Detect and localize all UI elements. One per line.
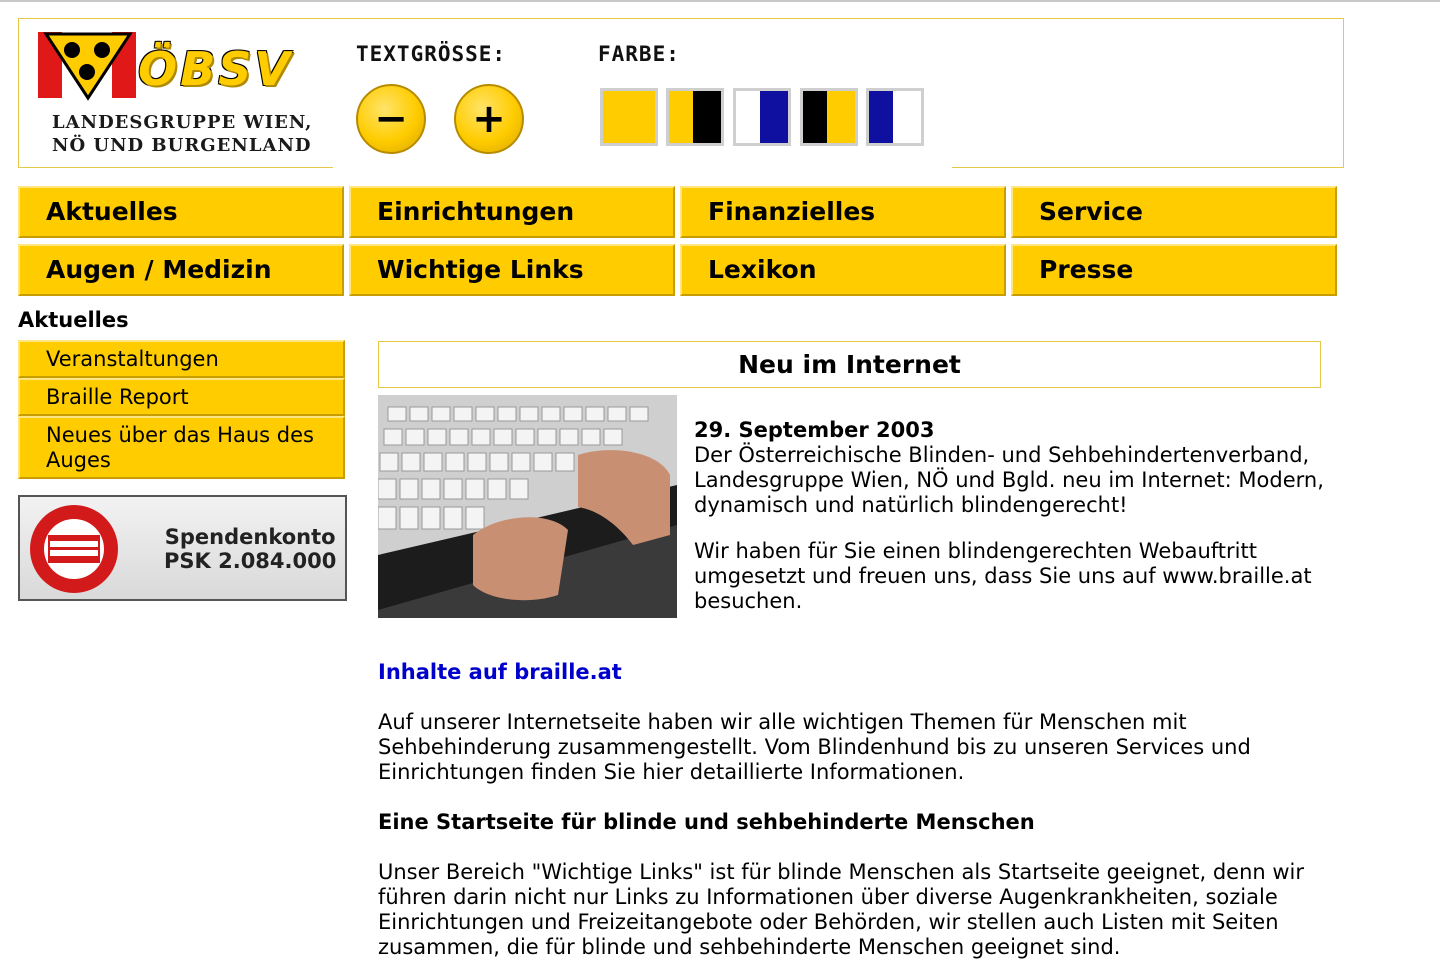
color-swatch-yellow[interactable]: [600, 88, 658, 146]
intro-text-1: Der Österreichische Blinden- und Sehbehindertenverband, Landesgruppe Wien, NÖ und Bgld. neu im Internet: Modern, dynamisch und natürlich blindengerecht!: [694, 443, 1324, 517]
content-subheading: Eine Startseite für blinde und sehbehinderte Menschen: [378, 810, 1035, 834]
news-date: 29. September 2003: [694, 418, 935, 442]
nav-item-finanzielles[interactable]: Finanzielles: [680, 186, 1006, 238]
braille-keyboard-photo: [378, 395, 677, 618]
content-paragraph-2: Unser Bereich "Wichtige Links" ist für blinde Menschen als Startseite geeignet, denn wir führen darin nicht nur Links zu Informationen über diverse Augenkrankheiten, soziale Einrichtungen und Freizeitangebote oder Behörden, wir stellen auch Listen mit Seiten zusammen, die für blinde und sehbehinderte Menschen geeignet sind.: [378, 860, 1305, 959]
content-paragraph-1: Auf unserer Internetseite haben wir alle wichtigen Themen für Menschen mit Sehbehinderung zusammengestellt. Vom Blindenhund bis zu unseren Services und Einrichtungen finden Sie hier detaillierte Informationen.: [378, 710, 1251, 784]
top-border: [0, 0, 1440, 2]
intro-paragraph-1: [694, 418, 1344, 518]
logo[interactable]: [38, 28, 313, 160]
nav-item-einrichtungen[interactable]: Einrichtungen: [349, 186, 675, 238]
sidebar-item-braille-report[interactable]: Braille Report: [18, 378, 345, 416]
intro-paragraph-2: Wir haben für Sie einen blindengerechten Webauftritt umgesetzt und freuen uns, dass Sie uns auf www.braille.at besuchen.: [694, 539, 1312, 613]
donation-banner[interactable]: [18, 495, 347, 601]
keyboard-image-icon: [378, 395, 677, 618]
donation-line1: Spendenkonto: [164, 525, 336, 549]
logo-emblem-icon: [38, 28, 138, 103]
donation-line2: PSK 2.084.000: [164, 549, 337, 573]
sidebar-title: Aktuelles: [18, 308, 129, 332]
donation-account: [164, 525, 336, 573]
nav-item-service[interactable]: Service: [1011, 186, 1337, 238]
color-swatch-white-blue[interactable]: [733, 88, 791, 146]
color-swatch-black-yellow[interactable]: [800, 88, 858, 146]
color-label: FARBE:: [598, 42, 680, 66]
logo-subtitle-line1: LANDESGRUPPE WIEN,: [52, 112, 313, 133]
intro-text: [694, 418, 1344, 635]
text-size-label: TEXTGRÖSSE:: [356, 42, 507, 66]
donation-seal-icon: [28, 503, 120, 595]
logo-subtitle-line2: NÖ UND BURGENLAND: [52, 135, 312, 156]
color-swatch-blue-white[interactable]: [866, 88, 924, 146]
nav-item-augen-medizin[interactable]: Augen / Medizin: [18, 244, 344, 296]
nav-item-wichtige-links[interactable]: Wichtige Links: [349, 244, 675, 296]
content-link-heading[interactable]: Inhalte auf braille.at: [378, 660, 622, 684]
nav-item-presse[interactable]: Presse: [1011, 244, 1337, 296]
logo-name: ÖBSV: [138, 42, 293, 96]
sidebar-item-veranstaltungen[interactable]: Veranstaltungen: [18, 340, 345, 378]
sidebar-item-haus-des-auges[interactable]: Neues über das Haus des Auges: [18, 416, 345, 479]
page-title: Neu im Internet: [378, 341, 1321, 388]
decrease-text-size-button[interactable]: −: [356, 84, 426, 154]
color-swatch-yellow-black[interactable]: [666, 88, 724, 146]
increase-text-size-button[interactable]: +: [454, 84, 524, 154]
nav-item-lexikon[interactable]: Lexikon: [680, 244, 1006, 296]
header-gap: [333, 166, 952, 170]
nav-item-aktuelles[interactable]: Aktuelles: [18, 186, 344, 238]
